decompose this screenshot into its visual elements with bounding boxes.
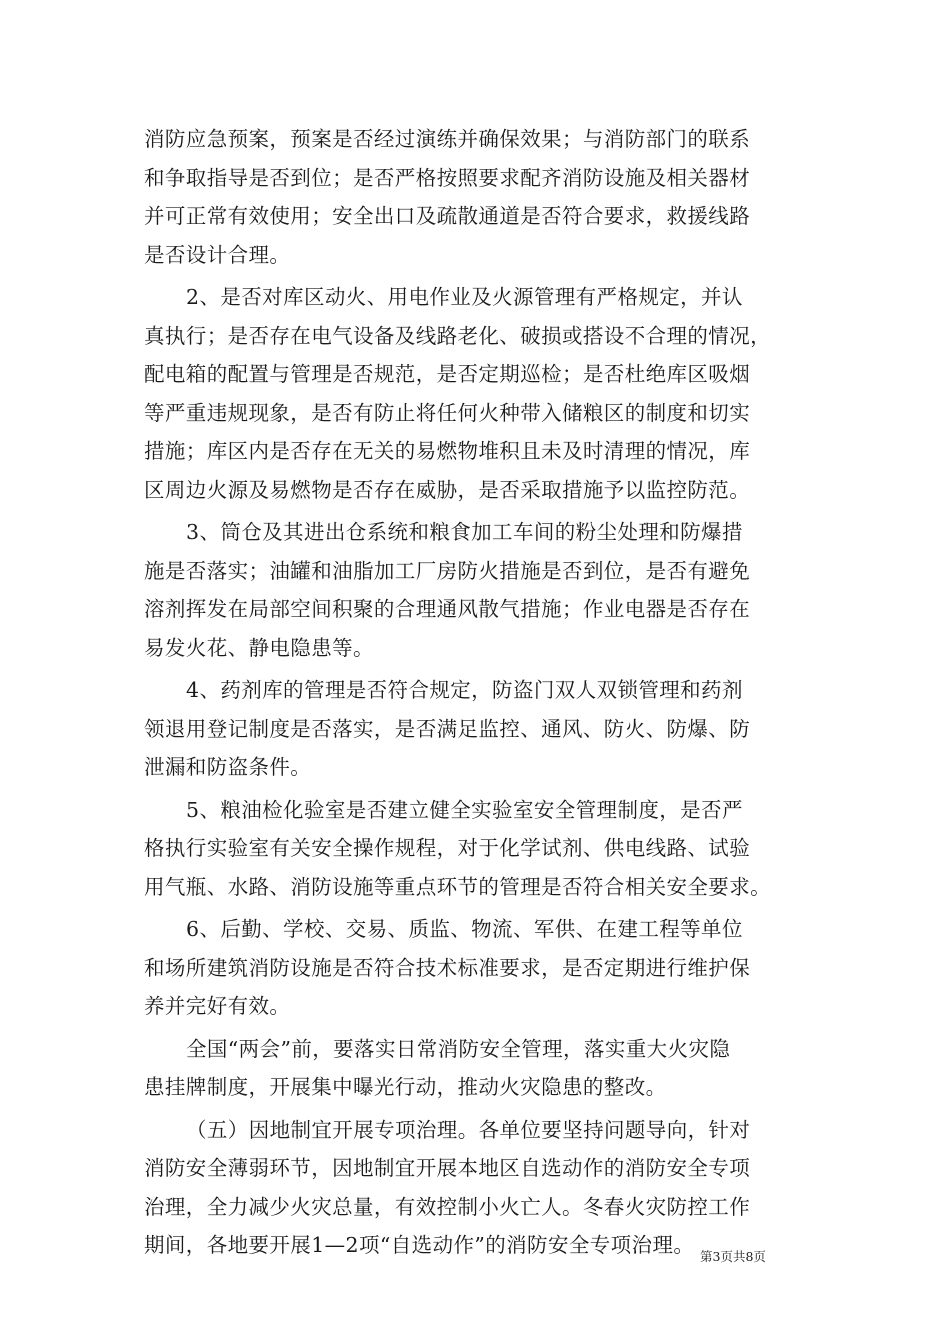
paragraph: [144, 278, 814, 509]
text-line: 区周边火源及易燃物是否存在威胁，是否采取措施予以监控防范。: [144, 477, 751, 502]
paragraph: [144, 791, 814, 907]
text-line: 消防应急预案，预案是否经过演练并确保效果；与消防部门的联系: [144, 127, 751, 151]
text-line: 配电箱的配置与管理是否规范，是否定期巡检；是否杜绝库区吸烟: [144, 362, 751, 386]
text-line: 施是否落实；油罐和油脂加工厂房防火措施是否到位，是否有避免: [144, 558, 751, 583]
text-line: 领退用登记制度是否落实，是否满足监控、通风、防火、防爆、防: [144, 716, 751, 741]
paragraph: [144, 1030, 814, 1107]
text-line: 养并完好有效。: [144, 994, 291, 1018]
text-line: 治理，全力减少火灾总量，有效控制小火亡人。冬春火灾防控工作: [144, 1194, 751, 1219]
text-line: 措施；库区内是否存在无关的易燃物堆积且未及时清理的情况，库: [144, 439, 751, 463]
text-line: 5、粮油检化验室是否建立健全实验室安全管理制度，是否严: [186, 797, 743, 822]
paragraph: [144, 1111, 814, 1265]
text-line: 期间，各地要开展1—2项“自选动作”的消防安全专项治理。: [144, 1233, 695, 1257]
paragraph: [144, 513, 814, 667]
text-line: 和争取指导是否到位；是否严格按照要求配齐消防设施及相关器材: [144, 165, 751, 190]
text-line: 和场所建筑消防设施是否符合技术标准要求，是否定期进行维护保: [144, 955, 751, 980]
text-line: 并可正常有效使用；安全出口及疏散通道是否符合要求，救援线路: [144, 204, 751, 228]
text-line: 消防安全薄弱环节，因地制宜开展本地区自选动作的消防安全专项: [144, 1156, 751, 1180]
paragraph: [144, 671, 814, 787]
text-line: 溶剂挥发在局部空间积聚的合理通风散气措施；作业电器是否存在: [144, 597, 751, 621]
text-line: 全国“两会”前，要落实日常消防安全管理，落实重大火灾隐: [186, 1036, 731, 1061]
text-line: 真执行；是否存在电气设备及线路老化、破损或搭设不合理的情况，: [144, 323, 771, 348]
text-line: 用气瓶、水路、消防设施等重点环节的管理是否符合相关安全要求。: [144, 874, 771, 899]
text-line: 患挂牌制度，开展集中曝光行动，推动火灾隐患的整改。: [144, 1075, 667, 1099]
text-line: 3、筒仓及其进出仓系统和粮食加工车间的粉尘处理和防爆措: [186, 520, 743, 544]
document-body: [144, 120, 814, 1265]
page-number: 第3页共8页: [700, 1249, 766, 1264]
paragraph: [144, 910, 814, 1026]
text-line: 是否设计合理。: [144, 242, 291, 267]
text-line: 易发火花、静电隐患等。: [144, 635, 374, 660]
text-line: 2、是否对库区动火、用电作业及火源管理有严格规定，并认: [186, 285, 743, 309]
paragraph: [144, 120, 814, 274]
text-line: 泄漏和防盗条件。: [144, 755, 312, 779]
text-line: 4、药剂库的管理是否符合规定，防盗门双人双锁管理和药剂: [186, 678, 743, 702]
text-line: （五）因地制宜开展专项治理。各单位要坚持问题导向，针对: [186, 1117, 751, 1142]
text-line: 等严重违规现象，是否有防止将任何火种带入储粮区的制度和切实: [144, 400, 751, 425]
text-line: 6、后勤、学校、交易、质监、物流、军供、在建工程等单位: [186, 917, 743, 941]
text-line: 格执行实验室有关安全操作规程，对于化学试剂、供电线路、试验: [144, 836, 751, 860]
